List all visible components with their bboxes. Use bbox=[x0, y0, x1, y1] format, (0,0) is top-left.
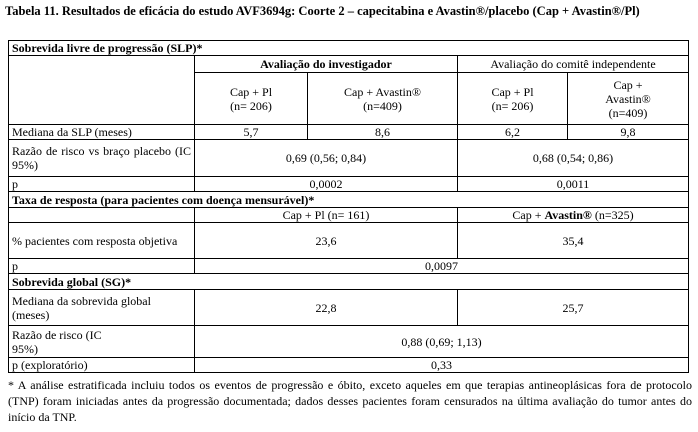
section-title-os: Sobrevida global (SG)* bbox=[9, 274, 689, 290]
value-cell: 23,6 bbox=[195, 223, 458, 259]
value-cell: 0,0002 bbox=[195, 177, 458, 192]
group-name: Cap + Pl bbox=[491, 84, 534, 99]
response-group-row bbox=[9, 208, 689, 223]
value-cell: 0,33 bbox=[195, 358, 689, 373]
group-n: (n=325) bbox=[591, 208, 634, 222]
value-cell: 0,68 (0,54; 0,86) bbox=[458, 140, 689, 177]
section-row-slp bbox=[9, 41, 689, 56]
group-name: Cap + bbox=[613, 77, 643, 92]
value-cell: 25,7 bbox=[458, 290, 689, 326]
hazard-ratio-row bbox=[9, 140, 689, 177]
row-label: % pacientes com resposta objetiva bbox=[9, 223, 195, 259]
group-header-cap-avastin bbox=[308, 73, 458, 125]
value-cell: 8,6 bbox=[308, 125, 458, 140]
group-name: Cap + Pl bbox=[229, 84, 273, 99]
value-cell: 5,7 bbox=[195, 125, 308, 140]
row-label: p (exploratório) bbox=[9, 358, 195, 373]
os-p-row bbox=[9, 358, 689, 373]
section-row-response bbox=[9, 192, 689, 208]
value-cell: 9,8 bbox=[568, 125, 689, 140]
value-cell: 0,69 (0,56; 0,84) bbox=[195, 140, 458, 177]
os-median-row bbox=[9, 290, 689, 326]
committee-header: Avaliação do comitê independente bbox=[458, 56, 689, 73]
group-drug: Avastin® bbox=[544, 208, 592, 222]
response-group-cap-avastin bbox=[458, 208, 689, 223]
efficacy-table bbox=[8, 40, 689, 373]
group-header-cap-avastin-committee bbox=[568, 73, 689, 125]
row-label: Mediana da SLP (meses) bbox=[9, 125, 195, 140]
response-p-row bbox=[9, 259, 689, 274]
row-label: Razão de risco (IC 95%) bbox=[9, 326, 195, 358]
response-group-cap-pl: Cap + Pl (n= 161) bbox=[195, 208, 458, 223]
header-empty-cell bbox=[9, 56, 195, 125]
group-header-cap-pl bbox=[195, 73, 308, 125]
table-footnote: * A análise estratificada incluiu todos os eventos de progressão e óbito, exceto aqueles em que terapias antineoplásicas fora de protocolo (TNP) foram iniciadas antes da progressão documentada; dados desses pacientes foram censurados na última avaliação do tumor antes do início da TNP. bbox=[8, 378, 692, 424]
median-slp-row bbox=[9, 125, 689, 140]
response-rate-row bbox=[9, 223, 689, 259]
row-label: p bbox=[9, 259, 195, 274]
row-label: Mediana da sobrevida global (meses) bbox=[9, 290, 195, 326]
group-name-2: Avastin® bbox=[605, 91, 651, 106]
value-cell: 22,8 bbox=[195, 290, 458, 326]
row-label: p bbox=[9, 177, 195, 192]
value-cell: 0,0011 bbox=[458, 177, 689, 192]
group-n: (n= 206) bbox=[491, 98, 534, 113]
value-cell: 0,0097 bbox=[195, 259, 689, 274]
value-cell: 0,88 (0,69; 1,13) bbox=[195, 326, 689, 358]
evaluator-header-row bbox=[9, 56, 689, 73]
group-header-cap-pl-committee bbox=[458, 73, 568, 125]
investigator-header: Avaliação do investigador bbox=[195, 56, 458, 73]
value-cell: 6,2 bbox=[458, 125, 568, 140]
table-caption: Tabela 11. Resultados de eficácia do estudo AVF3694g: Coorte 2 – capecitabina e Avastin®/placebo (Cap + Avastin®/Pl) bbox=[5, 4, 640, 18]
group-prefix: Cap + bbox=[512, 208, 545, 222]
row-label: Razão de risco vs braço placebo (IC 95%) bbox=[9, 140, 195, 177]
section-row-os bbox=[9, 274, 689, 290]
group-n: (n=409) bbox=[363, 98, 402, 113]
value-cell: 35,4 bbox=[458, 223, 689, 259]
group-name: Cap + Avastin® bbox=[344, 84, 421, 99]
section-title-slp: Sobrevida livre de progressão (SLP)* bbox=[9, 41, 689, 56]
section-title-response: Taxa de resposta (para pacientes com doença mensurável)* bbox=[9, 192, 689, 208]
group-n: (n=409) bbox=[608, 105, 648, 120]
os-hazard-ratio-row bbox=[9, 326, 689, 358]
p-value-row bbox=[9, 177, 689, 192]
header-empty-cell bbox=[9, 208, 195, 223]
group-n: (n= 206) bbox=[230, 98, 272, 113]
